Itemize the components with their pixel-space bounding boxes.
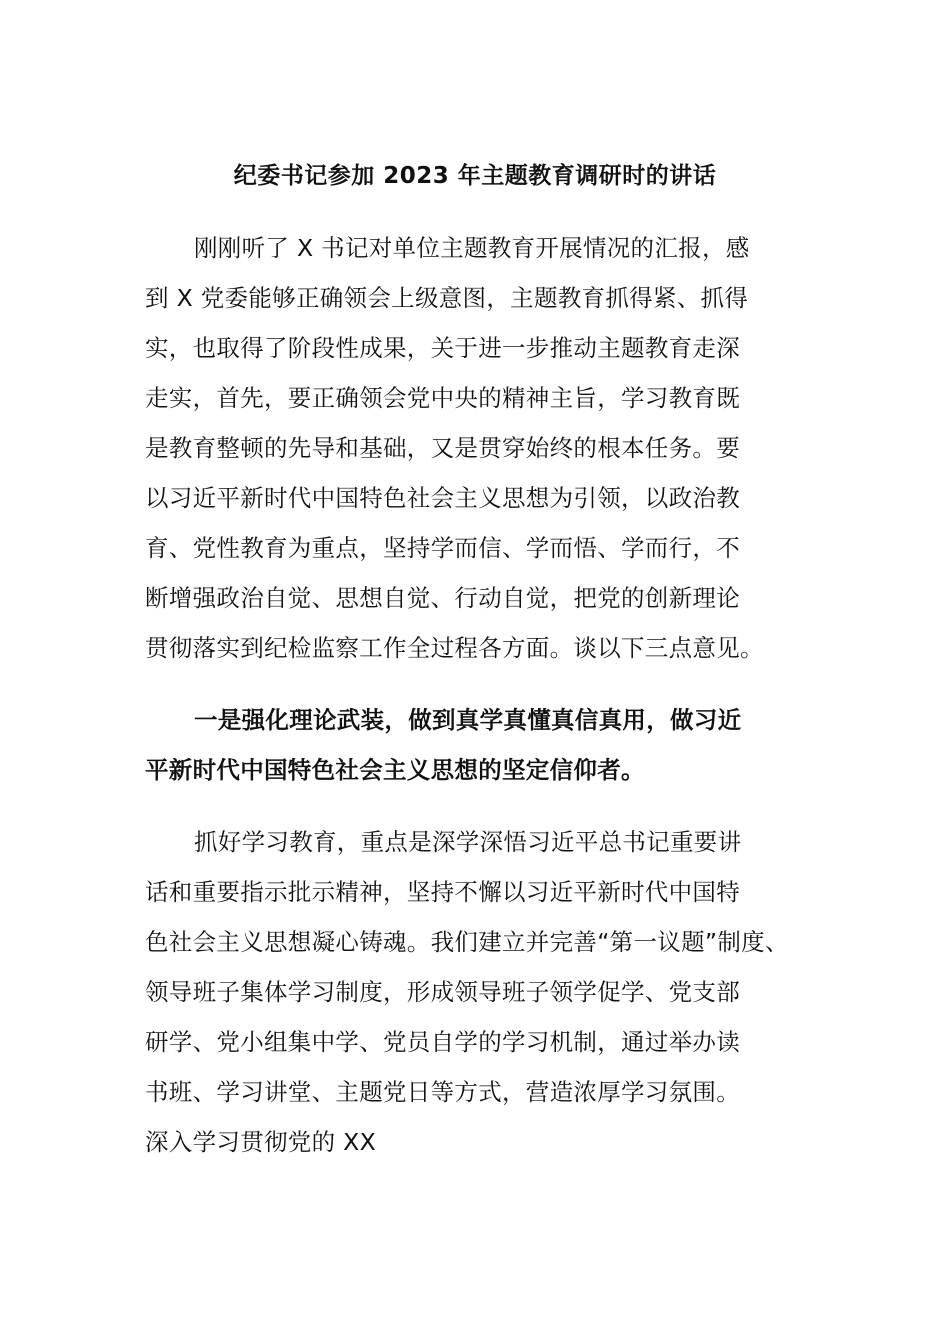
- paragraph-line: 色社会主义思想凝心铸魂。我们建立并完善“第一议题”制度、: [145, 928, 789, 956]
- paragraph-line: 断增强政治自觉、思想自觉、行动自觉，把党的创新理论: [145, 584, 740, 612]
- paragraph-line: 刚刚听了 X 书记对单位主题教育开展情况的汇报，感: [194, 234, 750, 262]
- paragraph-line: 书班、学习讲堂、主题党日等方式，营造浓厚学习氛围。: [145, 1078, 740, 1106]
- paragraph-line: 以习近平新时代中国特色社会主义思想为引领，以政治教: [145, 484, 740, 512]
- heading-line: 平新时代中国特色社会主义思想的坚定信仰者。: [145, 756, 645, 784]
- paragraph-line: 贯彻落实到纪检监察工作全过程各方面。谈以下三点意见。: [145, 634, 764, 662]
- heading-line: 一是强化理论武装，做到真学真懂真信真用，做习近: [194, 706, 742, 734]
- paragraph-line: 话和重要指示批示精神，坚持不懈以习近平新时代中国特: [145, 878, 740, 906]
- paragraph-line: 深入学习贯彻党的 XX: [145, 1128, 376, 1156]
- paragraph-line: 到 X 党委能够正确领会上级意图，主题教育抓得紧、抓得: [145, 284, 749, 312]
- paragraph-line: 育、党性教育为重点，坚持学而信、学而悟、学而行，不: [145, 534, 740, 562]
- paragraph-line: 实，也取得了阶段性成果，关于进一步推动主题教育走深: [145, 334, 740, 362]
- document-title: 纪委书记参加 2023 年主题教育调研时的讲话: [233, 163, 717, 189]
- paragraph-line: 走实，首先，要正确领会党中央的精神主旨，学习教育既: [145, 384, 740, 412]
- paragraph-line: 抓好学习教育，重点是深学深悟习近平总书记重要讲: [194, 828, 742, 856]
- paragraph-line: 领导班子集体学习制度，形成领导班子领学促学、党支部: [145, 978, 740, 1006]
- paragraph-line: 研学、党小组集中学、党员自学的学习机制，通过举办读: [145, 1028, 740, 1056]
- paragraph-line: 是教育整顿的先导和基础，又是贯穿始终的根本任务。要: [145, 434, 740, 462]
